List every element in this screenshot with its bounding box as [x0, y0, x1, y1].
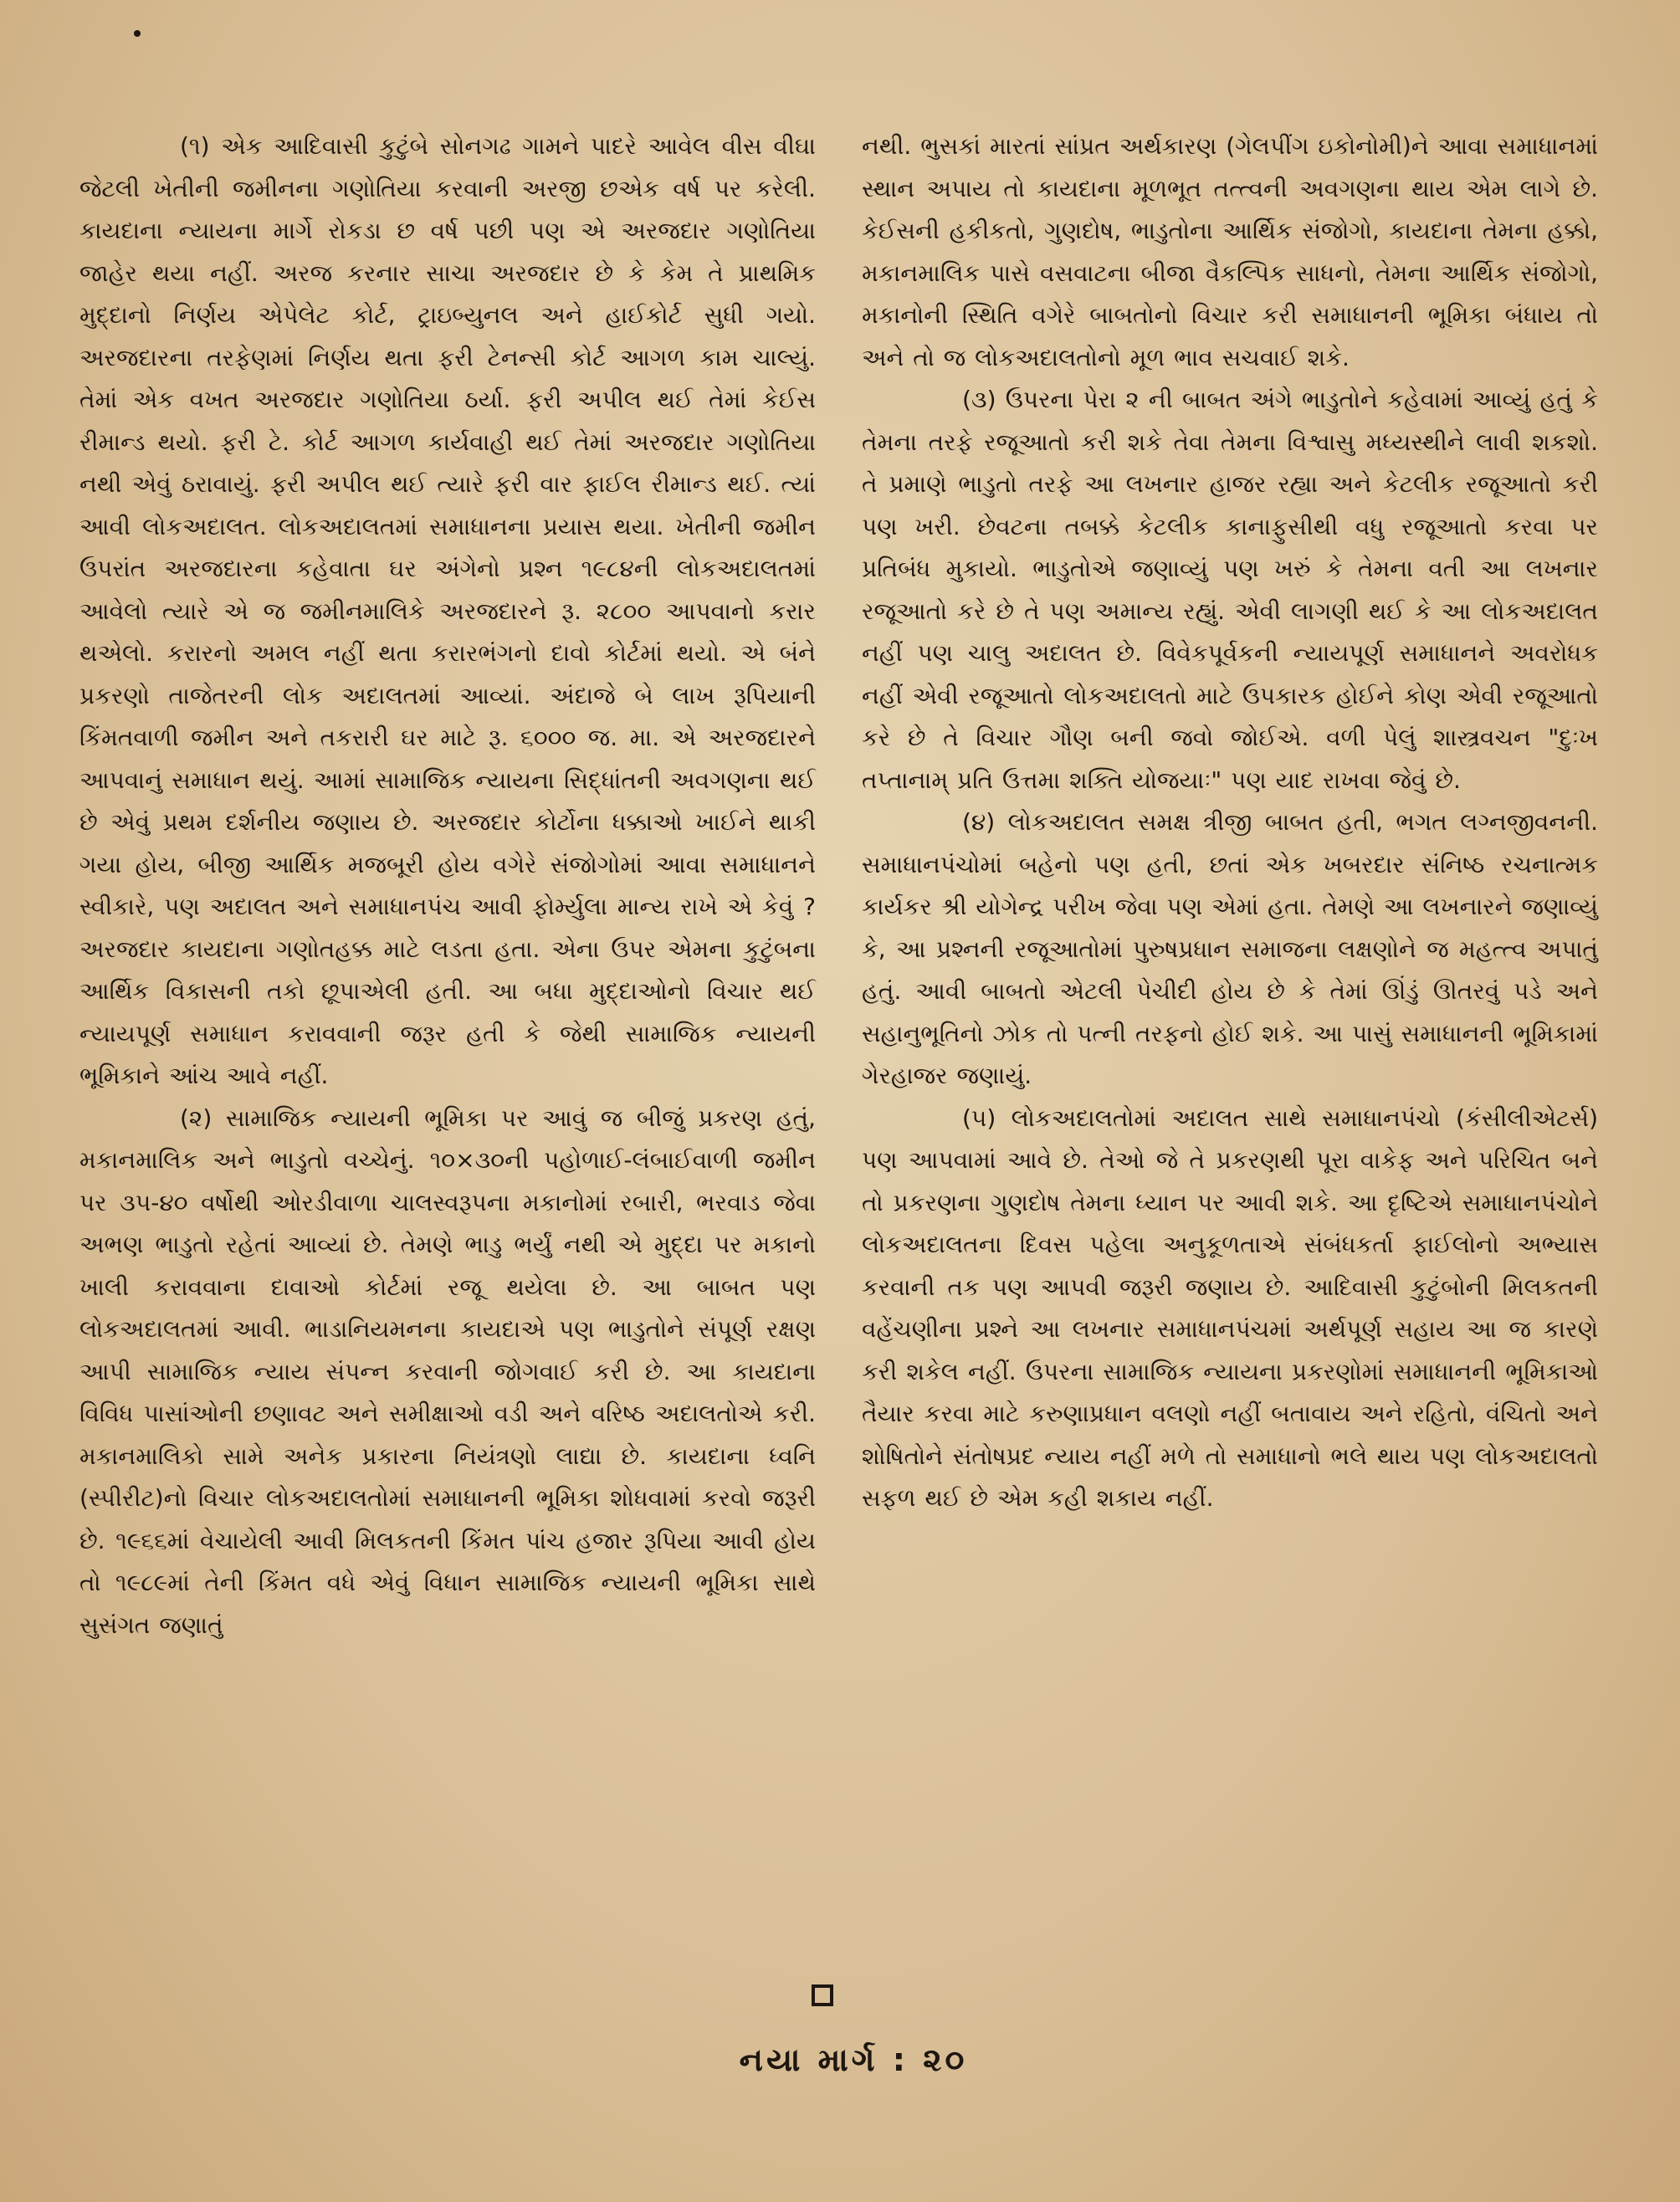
end-mark-square-icon	[812, 1984, 833, 2006]
paragraph-5: (૫) લોકઅદાલતોમાં અદાલત સાથે સમાધાનપંચો (કંસીલીએટર્સ) પણ આપવામાં આવે છે. તેઓ જે તે પ્રકરણથી પૂરા વાકેફ અને પરિચિત બને તો પ્રકરણના ગુણદોષ તેમના ધ્યાન પર આવી શકે. આ દૃષ્ટિએ સમાધાનપંચોને લોકઅદાલતના દિવસ પહેલા અનુકૂળતાએ સંબંધકર્તા ફાઈલોનો અભ્યાસ કરવાની તક પણ આપવી જરૂરી જણાય છે. આદિવાસી કુટુંબોની મિલકતની વહેંચણીના પ્રશ્ને આ લખનાર સમાધાનપંચમાં અર્થપૂર્ણ સહાય આ જ કારણે કરી શકેલ નહીં. ઉપરના સામાજિક ન્યાયના પ્રકરણોમાં સમાધાનની ભૂમિકાઓ તૈયાર કરવા માટે કરુણાપ્રધાન વલણો નહીં બતાવાય અને રહિતો, વંચિતો અને શોષિતોને સંતોષપ્રદ ન્યાય નહીં મળે તો સમાધાનો ભલે થાય પણ લોકઅદાલતો સફળ થઈ છે એમ કહી શકાય નહીં.	[862, 1104, 1598, 1512]
paragraph-2: (૨) સામાજિક ન્યાયની ભૂમિકા પર આવું જ બીજું પ્રકરણ હતું, મકાનમાલિક અને ભાડુતો વચ્ચેનું. ૧૦×૩૦ની પહોળાઈ-લંબાઈવાળી જમીન પર ૩૫-૪૦ વર્ષોથી ઓરડીવાળા ચાલસ્વરૂપના મકાનોમાં રબારી, ભરવાડ જેવા અભણ ભાડુતો રહેતાં આવ્યાં છે. તેમણે ભાડુ ભર્યું નથી એ મુદ્દા પર મકાનો ખાલી કરાવવાના દાવાઓ કોર્ટમાં રજૂ થયેલા છે. આ બાબત પણ લોકઅદાલતમાં આવી. ભાડાનિયમનના કાયદાએ પણ ભાડુતોને સંપૂર્ણ રક્ષણ આપી સામાજિક ન્યાય સંપન્ન કરવાની જોગવાઈ કરી છે. આ કાયદાના વિવિધ પાસાંઓની છણાવટ અને સમીક્ષાઓ વડી અને વરિષ્ઠ અદાલતોએ કરી. મકાનમાલિકો સામે અનેક પ્રકારના નિયંત્રણો લાદ્યા છે. કાયદાના ધ્વનિ (સ્પીરીટ)નો વિચાર લોકઅદાલતોમાં સમાધાનની ભૂમિકા શોધવામાં કરવો જરૂરી છે. ૧૯૬૬માં વેચાયેલી આવી મિલકતની કિંમત પાંચ હજાર રૂપિયા આવી હોય તો ૧૯૮૯માં તેની કિંમત વધે એવું વિધાન સામાજિક ન્યાયની ભૂમિકા સાથે સુસંગત જણાતું	[79, 1104, 816, 1639]
paragraph-2-continued: નથી. ભુસકાં મારતાં સાંપ્રત અર્થકારણ (ગેલપીંગ ઇકોનોમી)ને આવા સમાધાનમાં સ્થાન અપાય તો કાયદાના મૂળભૂત તત્ત્વની અવગણના થાય એમ લાગે છે. કેઈસની હકીકતો, ગુણદોષ, ભાડુતોના આર્થિક સંજોગો, કાયદાના તેમના હક્કો, મકાનમાલિક પાસે વસવાટના બીજા વૈકલ્પિક સાધનો, તેમના આર્થિક સંજોગો, મકાનોની સ્થિતિ વગેરે બાબતોનો વિચાર કરી સમાધાનની ભૂમિકા બંધાય તો અને તો જ લોકઅદાલતોનો મૂળ ભાવ સચવાઈ શકે.	[862, 132, 1598, 371]
ink-speck	[134, 30, 141, 37]
left-column	[79, 125, 816, 1646]
paragraph-1: (૧) એક આદિવાસી કુટુંબે સોનગઢ ગામને પાદરે આવેલ વીસ વીઘા જેટલી ખેતીની જમીનના ગણોતિયા કરવાની અરજી છએક વર્ષ પર કરેલી. કાયદાના ન્યાયના માર્ગે રોકડા છ વર્ષ પછી પણ એ અરજદાર ગણોતિયા જાહેર થયા નહીં. અરજ કરનાર સાચા અરજદાર છે કે કેમ તે પ્રાથમિક મુદ્દાનો નિર્ણય એપેલેટ કોર્ટ, ટ્રાઇબ્યુનલ અને હાઈકોર્ટ સુધી ગયો. અરજદારના તરફેણમાં નિર્ણય થતા ફરી ટેનન્સી કોર્ટ આગળ કામ ચાલ્યું. તેમાં એક વખત અરજદાર ગણોતિયા ઠર્યા. ફરી અપીલ થઈ તેમાં કેઈસ રીમાન્ડ થયો. ફરી ટે. કોર્ટ આગળ કાર્યવાહી થઈ તેમાં અરજદાર ગણોતિયા નથી એવું ઠરાવાયું. ફરી અપીલ થઈ ત્યારે ફરી વાર ફાઈલ રીમાન્ડ થઈ. ત્યાં આવી લોકઅદાલત. લોકઅદાલતમાં સમાધાનના પ્રયાસ થયા. ખેતીની જમીન ઉપરાંત અરજદારના કહેવાતા ઘર અંગેનો પ્રશ્ન ૧૯૮૪ની લોકઅદાલતમાં આવેલો ત્યારે એ જ જમીનમાલિકે અરજદારને રૂ. ૨૮૦૦ આપવાનો કરાર થએલો. કરારનો અમલ નહીં થતા કરારભંગનો દાવો કોર્ટમાં થયો. એ બંને પ્રકરણો તાજેતરની લોક અદાલતમાં આવ્યાં. અંદાજે બે લાખ રૂપિયાની કિંમતવાળી જમીન અને તકરારી ઘર માટે રૂ. ૬૦૦૦ જ. મા. એ અરજદારને આપવાનું સમાધાન થયું. આમાં સામાજિક ન્યાયના સિદ્ધાંતની અવગણના થઈ છે એવું પ્રથમ દર્શનીય જણાય છે. અરજદાર કોર્ટોના ધક્કાઓ ખાઈને થાકી ગયા હોય, બીજી આર્થિક મજબૂરી હોય વગેરે સંજોગોમાં આવા સમાધાનને સ્વીકારે, પણ અદાલત અને સમાધાનપંચ આવી ફોર્મ્યુલા માન્ય રાખે એ કેવું ? અરજદાર કાયદાના ગણોતહક્ક માટે લડતા હતા. એના ઉપર એમના કુટુંબના આર્થિક વિકાસની તકો છૂપાએલી હતી. આ બધા મુદ્દાઓનો વિચાર થઈ ન્યાયપૂર્ણ સમાધાન કરાવવાની જરૂર હતી કે જેથી સામાજિક ન્યાયની ભૂમિકાને આંચ આવે નહીં.	[79, 132, 816, 1089]
right-column	[862, 125, 1598, 1520]
paragraph-4: (૪) લોકઅદાલત સમક્ષ ત્રીજી બાબત હતી, ભગત લગ્નજીવનની. સમાધાનપંચોમાં બહેનો પણ હતી, છતાં એક ખબરદાર સંનિષ્ઠ રચનાત્મક કાર્યકર શ્રી યોગેન્દ્ર પરીખ જેવા પણ એમાં હતા. તેમણે આ લખનારને જણાવ્યું કે, આ પ્રશ્નની રજૂઆતોમાં પુરુષપ્રધાન સમાજના લક્ષણોને જ મહત્ત્વ અપાતું હતું. આવી બાબતો એટલી પેચીદી હોય છે કે તેમાં ઊંડું ઊતરવું પડે અને સહાનુભૂતિનો ઝોક તો પત્ની તરફનો હોઈ શકે. આ પાસું સમાધાનની ભૂમિકામાં ગેરહાજર જણાયું.	[862, 808, 1598, 1089]
page-footer: નયા માર્ગ : ૨૦	[739, 2041, 968, 2078]
paragraph-3: (૩) ઉપરના પેરા ૨ ની બાબત અંગે ભાડુતોને કહેવામાં આવ્યું હતું કે તેમના તરફે રજૂઆતો કરી શકે તેવા તેમના વિશ્વાસુ મધ્યસ્થીને લાવી શકશો. તે પ્રમાણે ભાડુતો તરફે આ લખનાર હાજર રહ્યા અને કેટલીક રજૂઆતો કરી પણ ખરી. છેવટના તબક્કે કેટલીક કાનાફુસીથી વધુ રજૂઆતો કરવા પર પ્રતિબંધ મુકાયો. ભાડુતોએ જણાવ્યું પણ ખરું કે તેમના વતી આ લખનાર રજૂઆતો કરે છે તે પણ અમાન્ય રહ્યું. એવી લાગણી થઈ કે આ લોકઅદાલત નહીં પણ ચાલુ અદાલત છે. વિવેકપૂર્વકની ન્યાયપૂર્ણ સમાધાનને અવરોધક નહીં એવી રજૂઆતો લોકઅદાલતો માટે ઉપકારક હોઈને કોણ એવી રજૂઆતો કરે છે તે વિચાર ગૌણ બની જવો જોઈએ. વળી પેલું શાસ્ત્રવચન "દુઃખ તપ્તાનામ્ પ્રતિ ઉત્તમા શક્તિ યોજયાઃ" પણ યાદ રાખવા જેવું છે.	[862, 386, 1598, 794]
